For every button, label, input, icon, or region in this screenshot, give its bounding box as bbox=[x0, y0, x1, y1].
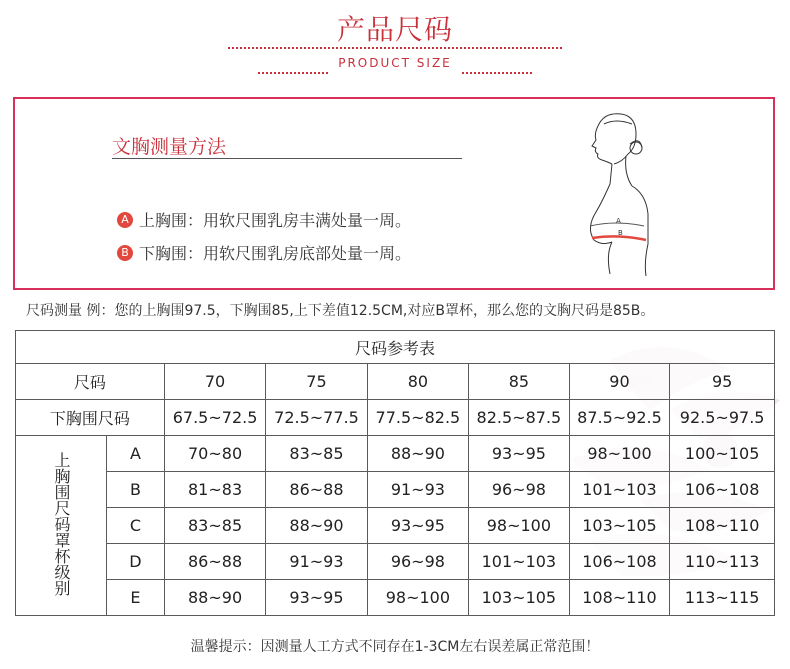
cup-cell: 86~88 bbox=[164, 544, 265, 580]
under-bust-cell: 72.5~77.5 bbox=[266, 400, 367, 436]
size-cell: 75 bbox=[266, 364, 367, 400]
method-title-underline bbox=[112, 158, 462, 159]
method-title: 文胸测量方法 bbox=[112, 136, 227, 158]
subtitle-dots-right bbox=[462, 72, 532, 74]
page-title: 产品尺码 bbox=[336, 13, 453, 46]
table-row-cup-d bbox=[16, 544, 775, 580]
cup-cell: 110~113 bbox=[670, 544, 775, 580]
under-bust-cell: 67.5~72.5 bbox=[164, 400, 265, 436]
cup-cell: 98~100 bbox=[367, 580, 468, 616]
under-bust-cell: 77.5~82.5 bbox=[367, 400, 468, 436]
step-b-text: 下胸围：用软尺围乳房底部处量一周。 bbox=[139, 244, 412, 263]
table-row-cup-b bbox=[16, 472, 775, 508]
size-reference-table bbox=[15, 330, 775, 616]
cup-cell: 98~100 bbox=[569, 436, 670, 472]
cup-cell: 91~93 bbox=[266, 544, 367, 580]
cup-label: E bbox=[107, 580, 165, 616]
subtitle-dots-left bbox=[258, 72, 328, 74]
cup-cell: 91~93 bbox=[367, 472, 468, 508]
measurement-example: 尺码测量 例：您的上胸围97.5，下胸围85,上下差值12.5CM,对应B罩杯，那么您的文胸尺码是85B。 bbox=[26, 303, 655, 319]
cup-cell: 96~98 bbox=[367, 544, 468, 580]
page-subtitle: PRODUCT SIZE bbox=[338, 56, 452, 70]
table-row-cup-c bbox=[16, 508, 775, 544]
cup-label: D bbox=[107, 544, 165, 580]
cup-cell: 93~95 bbox=[469, 436, 570, 472]
step-a-badge: A bbox=[117, 212, 133, 228]
measurement-figure-illustration bbox=[566, 104, 681, 284]
cup-cell: 93~95 bbox=[367, 508, 468, 544]
size-cell: 85 bbox=[469, 364, 570, 400]
cup-cell: 101~103 bbox=[569, 472, 670, 508]
title-divider-dots bbox=[228, 47, 562, 49]
cup-cell: 96~98 bbox=[469, 472, 570, 508]
table-caption-row bbox=[16, 331, 775, 364]
size-cell: 70 bbox=[164, 364, 265, 400]
cup-cell: 98~100 bbox=[469, 508, 570, 544]
table-row-under-bust bbox=[16, 400, 775, 436]
under-bust-cell: 82.5~87.5 bbox=[469, 400, 570, 436]
step-a bbox=[117, 208, 411, 231]
cup-cell: 81~83 bbox=[164, 472, 265, 508]
step-b-badge: B bbox=[117, 245, 133, 261]
size-cell: 95 bbox=[670, 364, 775, 400]
under-bust-header: 下胸围尺码 bbox=[16, 400, 165, 436]
size-cell: 80 bbox=[367, 364, 468, 400]
figure-label-b: B bbox=[618, 229, 623, 237]
footer-tip: 温馨提示：因测量人工方式不同存在1-3CM左右误差属正常范围！ bbox=[190, 639, 600, 655]
step-a-text: 上胸围：用软尺围乳房丰满处量一周。 bbox=[139, 211, 412, 230]
cup-cell: 88~90 bbox=[266, 508, 367, 544]
cup-cell: 86~88 bbox=[266, 472, 367, 508]
cup-cell: 100~105 bbox=[670, 436, 775, 472]
cup-cell: 106~108 bbox=[569, 544, 670, 580]
step-b bbox=[117, 241, 411, 264]
cup-cell: 88~90 bbox=[164, 580, 265, 616]
cup-cell: 101~103 bbox=[469, 544, 570, 580]
cup-cell: 108~110 bbox=[670, 508, 775, 544]
cup-cell: 83~85 bbox=[266, 436, 367, 472]
cup-label: C bbox=[107, 508, 165, 544]
size-cell: 90 bbox=[569, 364, 670, 400]
cup-cell: 113~115 bbox=[670, 580, 775, 616]
cup-cell: 103~105 bbox=[569, 508, 670, 544]
cup-cell: 88~90 bbox=[367, 436, 468, 472]
cup-cell: 103~105 bbox=[469, 580, 570, 616]
table-row-cup-a bbox=[16, 436, 775, 472]
cup-cell: 93~95 bbox=[266, 580, 367, 616]
cup-header bbox=[16, 436, 107, 616]
under-bust-cell: 92.5~97.5 bbox=[670, 400, 775, 436]
cup-cell: 106~108 bbox=[670, 472, 775, 508]
cup-cell: 70~80 bbox=[164, 436, 265, 472]
figure-label-a: A bbox=[616, 217, 621, 225]
table-row-sizes bbox=[16, 364, 775, 400]
table-caption: 尺码参考表 bbox=[16, 331, 775, 364]
size-header: 尺码 bbox=[16, 364, 165, 400]
cup-header-text: 上胸围尺码罩杯级别 bbox=[52, 451, 71, 596]
under-bust-cell: 87.5~92.5 bbox=[569, 400, 670, 436]
cup-label: B bbox=[107, 472, 165, 508]
cup-label: A bbox=[107, 436, 165, 472]
measurement-method-box bbox=[13, 97, 775, 290]
cup-cell: 83~85 bbox=[164, 508, 265, 544]
cup-cell: 108~110 bbox=[569, 580, 670, 616]
table-row-cup-e bbox=[16, 580, 775, 616]
